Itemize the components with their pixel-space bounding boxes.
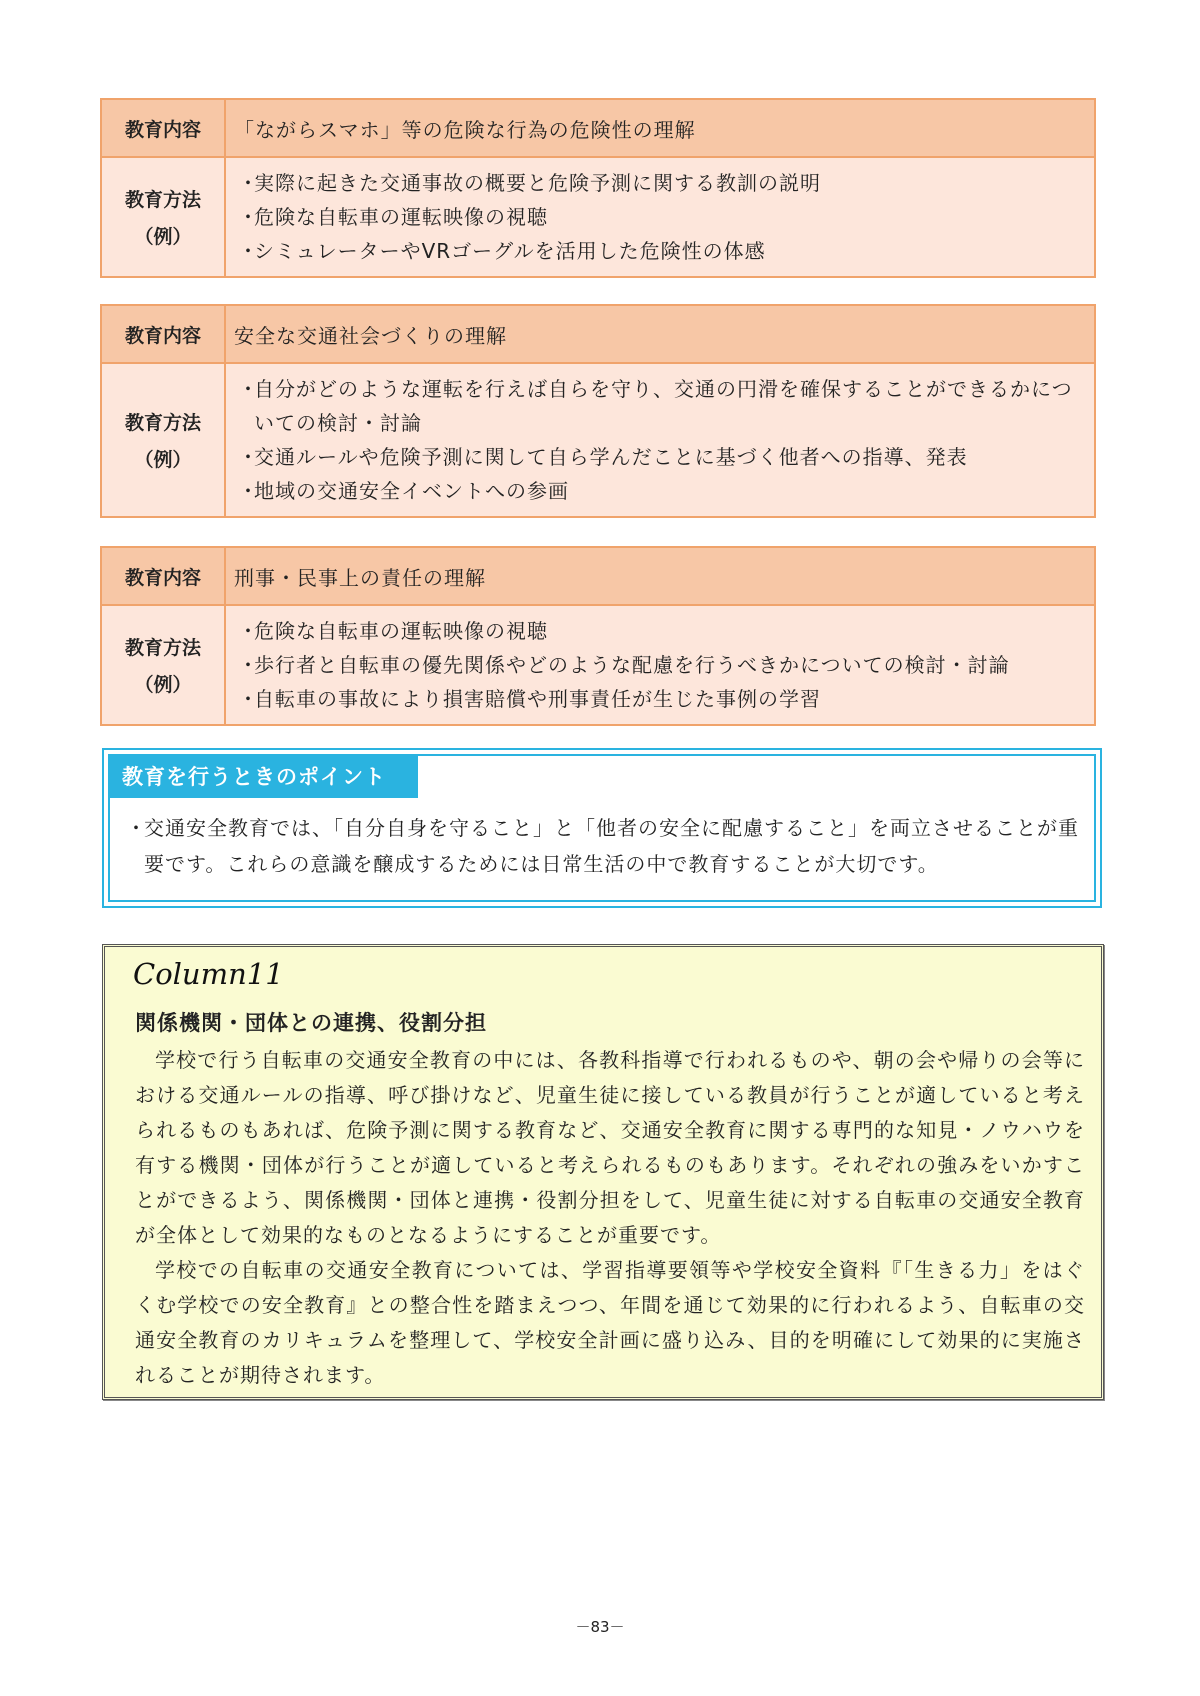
method-row: [102, 156, 1094, 276]
method-item: ・ 自転車の事故により損害賠償や刑事責任が生じた事例の学習: [238, 687, 821, 711]
method-label: [102, 606, 226, 724]
content-text: 安全な交通社会づくりの理解: [234, 323, 507, 348]
method-item: ・ 危険な自転車の運転映像の視聴: [238, 619, 548, 643]
method-label-example: （例）: [134, 226, 192, 248]
education-point-box: [102, 748, 1102, 908]
content-label: 教育内容: [102, 100, 226, 156]
education-table-1: [100, 98, 1096, 278]
method-item: ・ シミュレーターやVRゴーグルを活用した危険性の体感: [238, 239, 766, 263]
method-row: [102, 362, 1094, 516]
method-item: ・ 自分がどのような運転を行えば自らを守り、交通の円滑を確保することができるかについての検討・討論: [238, 377, 1073, 435]
method-label-example: （例）: [134, 674, 192, 696]
column-paragraph: 学校での自転車の交通安全教育については、学習指導要領等や学校安全資料『「生きる力」をはぐくむ学校での安全教育』との整合性を踏まえつつ、年間を通じて効果的に行われるよう、自転車の交通安全教育のカリキュラムを整理して、学校安全計画に盛り込み、目的を明確にして効果的に実施されることが期待されます。: [135, 1258, 1085, 1387]
method-label-text: 教育方法: [124, 189, 201, 211]
point-text-body: 交通安全教育では、「自分自身を守ること」と「他者の安全に配慮すること」を両立させることが重要です。これらの意識を醸成するためには日常生活の中で教育することが大切です。: [144, 816, 1079, 876]
point-text: [126, 810, 1086, 882]
method-item: ・ 歩行者と自転車の優先関係やどのような配慮を行うべきかについての検討・討論: [238, 653, 1010, 677]
bullet: ・: [126, 816, 147, 840]
column-paragraph: 学校で行う自転車の交通安全教育の中には、各教科指導で行われるものや、朝の会や帰りの会等における交通ルールの指導、呼び掛けなど、児童生徒に接している教員が行うことが適していると考えられるものもあれば、危険予測に関する教育など、交通安全教育に関する専門的な知見・ノウハウを有する機関・団体が行うことが適していると考えられるものもあります。それぞれの強みをいかすことができるよう、関係機関・団体と連携・役割分担をして、児童生徒に対する自転車の交通安全教育が全体として効果的なものとなるようにすることが重要です。: [135, 1048, 1085, 1247]
method-item: ・ 実際に起きた交通事故の概要と危険予測に関する教訓の説明: [238, 171, 821, 195]
method-item: ・ 危険な自転車の運転映像の視聴: [238, 205, 548, 229]
content-row: [102, 100, 1094, 156]
content-label: 教育内容: [102, 306, 226, 362]
method-item: ・ 地域の交通安全イベントへの参画: [238, 479, 569, 503]
education-table-2: [100, 304, 1096, 518]
method-label-text: 教育方法: [124, 637, 201, 659]
content-label: 教育内容: [102, 548, 226, 604]
method-row: [102, 604, 1094, 724]
column-subtitle: 関係機関・団体との連携、役割分担: [135, 1011, 487, 1035]
method-label-text: 教育方法: [124, 412, 201, 434]
method-item: ・ 交通ルールや危険予測に関して自ら学んだことに基づく他者への指導、発表: [238, 445, 968, 469]
column-box: [102, 944, 1104, 1400]
page-number: －83－: [575, 1618, 625, 1636]
point-title: 教育を行うときのポイント: [108, 754, 418, 798]
method-label-example: （例）: [134, 449, 192, 471]
content-text: 刑事・民事上の責任の理解: [234, 565, 486, 590]
method-label: [102, 158, 226, 276]
column-title: Column11: [133, 957, 284, 991]
method-label: [102, 364, 226, 516]
column-body: [135, 1043, 1085, 1393]
content-row: [102, 306, 1094, 362]
content-row: [102, 548, 1094, 604]
content-text: 「ながらスマホ」等の危険な行為の危険性の理解: [234, 117, 696, 142]
method-list: [226, 364, 1094, 516]
method-list: [226, 606, 1094, 724]
method-list: [226, 158, 1094, 276]
education-table-3: [100, 546, 1096, 726]
